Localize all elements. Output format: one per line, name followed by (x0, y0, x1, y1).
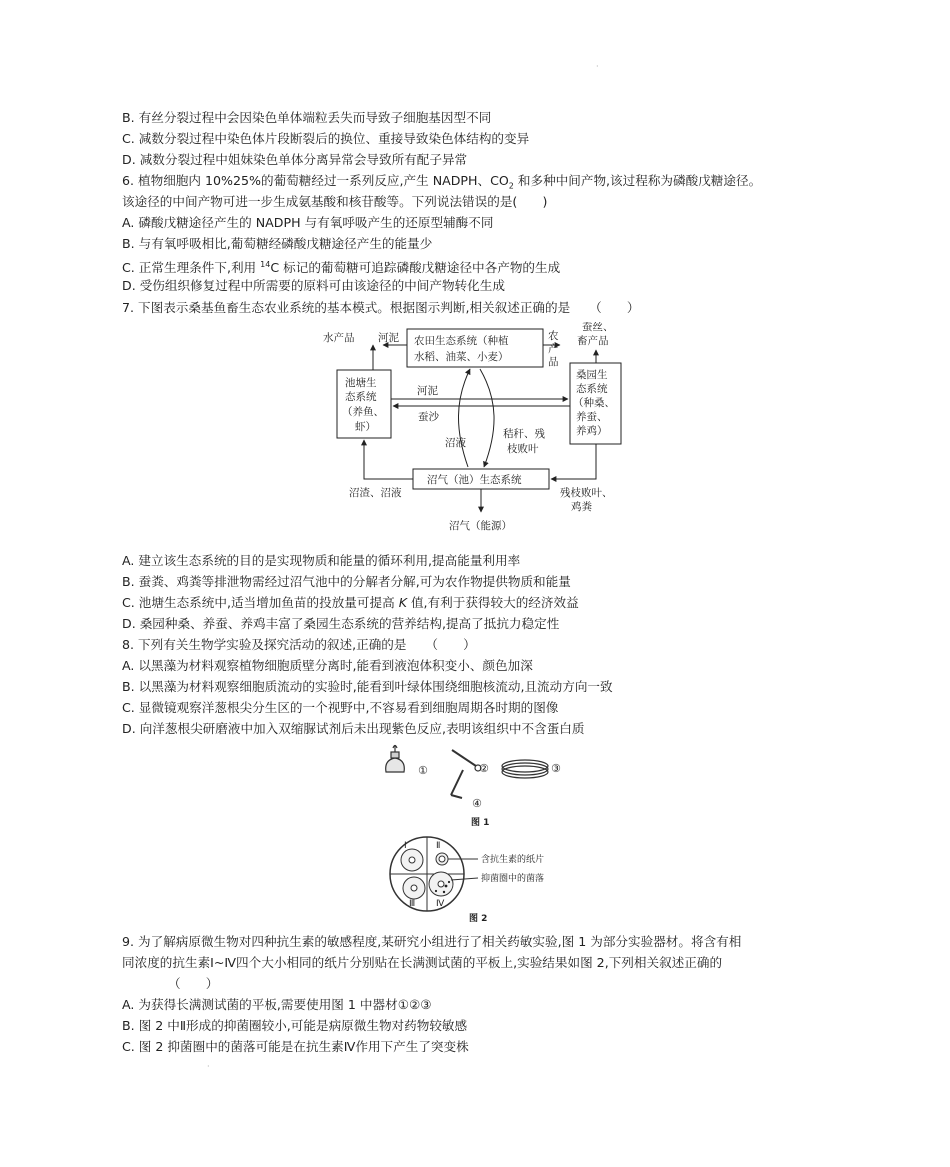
q7-option-b: B. 蚕粪、鸡粪等排泄物需经过沼气池中的分解者分解,可为农作物提供物质和能量 (122, 574, 571, 589)
inoculating-loop-icon (452, 750, 481, 771)
farm-box-line1: 农田生态系统（种植 (414, 335, 509, 347)
mulberry-box-line5: 养鸡） (576, 425, 608, 437)
q6-option-c (122, 257, 842, 276)
arrow-biogas-liquid (458, 369, 470, 467)
fig1-caption: 图 1 (471, 818, 490, 828)
label-biogas-liquid: 沼液 (445, 437, 466, 449)
fig1-label-4: ④ (472, 797, 482, 810)
paper-disc-4 (438, 881, 444, 887)
fig1-label-2: ② (479, 762, 489, 775)
farm-box-line2: 水稻、油菜、小麦） (414, 351, 509, 363)
q9-stem-line2: 同浓度的抗生素Ⅰ~Ⅳ四个大小相同的纸片分别贴在长满测试菌的平板上,实验结果如图 2,下列相关叙述正确的 (122, 955, 723, 970)
label-river-mud-top: 河泥 (378, 332, 399, 344)
ecosystem-diagram (318, 322, 630, 538)
fig2-label-colony: 抑菌圈中的菌落 (481, 874, 545, 884)
q7-option-c (122, 595, 842, 611)
biogas-box-label: 沼气（池）生态系统 (427, 474, 522, 486)
q9-option-a: A. 为获得长满测试菌的平板,需要使用图 1 中器材①②③ (122, 997, 432, 1012)
q7-option-d: D. 桑园种桑、养蚕、养鸡丰富了桑园生态系统的营养结构,提高了抵抗力稳定性 (122, 616, 560, 631)
q6-isotope-superscript: 14 (260, 260, 271, 269)
q7-stem: 7. 下图表示桑基鱼畜生态农业系统的基本模式。根据图示判断,相关叙述正确的是 （ ） (122, 300, 640, 315)
fig2-disc-label-4: Ⅳ (436, 899, 445, 909)
q9-option-b: B. 图 2 中Ⅱ形成的抑菌圈较小,可能是病原微生物对药物较敏感 (122, 1018, 468, 1033)
label-silk-1: 蚕丝、 (582, 322, 614, 333)
q7-option-a: A. 建立该生态系统的目的是实现物质和能量的循环利用,提高能量利用率 (122, 553, 521, 568)
q6-option-b: B. 与有氧呼吸相比,葡萄糖经磷酸戊糖途径产生的能量少 (122, 236, 433, 251)
label-farm-products-1: 农 (548, 330, 559, 342)
q6-option-d: D. 受伤组织修复过程中所需要的原料可由该途径的中间产物转化生成 (122, 278, 505, 293)
pond-box-line3: （养鱼、 (342, 406, 384, 418)
q7-option-c-part2: 值,有利于获得较大的经济效益 (406, 595, 579, 610)
label-river-mud-mid: 河泥 (417, 385, 438, 397)
label-straw-1: 秸秆、残 (503, 428, 545, 440)
fig1-label-3: ③ (551, 762, 561, 775)
fig2-disc-label-3: Ⅲ (409, 899, 416, 909)
fig2-disc-label-1: Ⅰ (404, 841, 407, 851)
q6-option-c-part2: C 标记的葡萄糖可追踪磷酸戊糖途径中各产物的生成 (270, 260, 561, 276)
q9-option-c: C. 图 2 抑菌圈中的菌落可能是在抗生素Ⅳ作用下产生了突变株 (122, 1039, 469, 1054)
label-farm-products-2: 产 (548, 343, 559, 355)
pond-box-line4: 虾） (355, 421, 376, 433)
label-farm-products-3: 品 (548, 356, 559, 368)
q6-co2-subscript: 2 (508, 181, 514, 191)
pond-box-line1: 池塘生 (345, 377, 377, 389)
q6-stem-line2: 该途径的中间产物可进一步生成氨基酸和核苷酸等。下列说法错误的是( ) (122, 194, 548, 209)
q5-option-b: B. 有丝分裂过程中会因染色单体端粒丢失而导致子细胞基因型不同 (122, 110, 492, 125)
q9-stem-line3: （ ） (168, 976, 219, 991)
paper-disc-2 (439, 856, 445, 862)
page-dot-bottom: · (207, 1062, 210, 1071)
page-dot-top: · (596, 62, 599, 71)
label-leaves-1: 残枝败叶、 (560, 487, 613, 499)
label-aquatic-products: 水产品 (323, 332, 355, 344)
petri-dish-icon (502, 760, 548, 778)
label-residue: 沼渣、沼液 (349, 487, 402, 499)
q7-option-c-part1: C. 池塘生态系统中,适当增加鱼苗的投放量可提高 (122, 595, 399, 610)
q8-stem: 8. 下列有关生物学实验及探究活动的叙述,正确的是 （ ） (122, 637, 476, 652)
mulberry-box-line3: （种桑、 (573, 397, 615, 409)
arrow-residue (364, 440, 413, 479)
label-silkworm-sand: 蚕沙 (418, 411, 439, 423)
alcohol-lamp-icon (386, 746, 405, 773)
q5-option-c: C. 减数分裂过程中染色体片段断裂后的换位、重接导致染色体结构的变异 (122, 131, 530, 146)
q9-stem-line1: 9. 为了解病原微生物对四种抗生素的敏感程度,某研究小组进行了相关药敏实验,图 1 为部分实验器材。将含有相 (122, 934, 742, 949)
spreader-icon (451, 770, 463, 798)
q8-option-a: A. 以黑藻为材料观察植物细胞质壁分离时,能看到液泡体积变小、颜色加深 (122, 658, 533, 673)
paper-disc-3 (411, 885, 417, 891)
label-leaves-2: 鸡粪 (571, 501, 592, 513)
mulberry-box-line2: 态系统 (576, 383, 608, 395)
q8-option-c: C. 显微镜观察洋葱根尖分生区的一个视野中,不容易看到细胞周期各时期的图像 (122, 700, 559, 715)
q6-stem-part2: 和多种中间产物,该过程称为磷酸戊糖途径。 (513, 173, 762, 188)
fig2-label-paper: 含抗生素的纸片 (481, 855, 545, 865)
q6-stem-line1 (122, 173, 842, 195)
q6-stem-part1: 6. 植物细胞内 10%25%的葡萄糖经过一系列反应,产生 NADPH、CO (122, 173, 509, 188)
mulberry-box-line4: 养蚕、 (576, 411, 608, 423)
figure-2 (385, 832, 595, 928)
q7-k-symbol: K (398, 595, 407, 610)
label-straw-2: 枝败叶 (507, 443, 539, 455)
q6-option-c-part1: C. 正常生理条件下,利用 (122, 260, 261, 276)
q5-option-d: D. 减数分裂过程中姐妹染色单体分离异常会导致所有配子异常 (122, 152, 468, 167)
q8-option-d: D. 向洋葱根尖研磨液中加入双缩脲试剂后未出现紫色反应,表明该组织中不含蛋白质 (122, 721, 585, 736)
fig1-label-1: ① (418, 764, 428, 777)
label-silk-2: 畜产品 (577, 335, 609, 347)
arrow-straw (480, 369, 494, 467)
q8-option-b: B. 以黑藻为材料观察细胞质流动的实验时,能看到叶绿体围绕细胞核流动,且流动方向一致 (122, 679, 613, 694)
fig2-caption: 图 2 (469, 914, 488, 924)
mulberry-box-line1: 桑园生 (576, 369, 608, 381)
label-biogas-energy: 沼气（能源） (449, 520, 512, 532)
arrow-leaves-manure (551, 444, 596, 479)
q6-option-a: A. 磷酸戊糖途径产生的 NADPH 与有氧呼吸产生的还原型辅酶不同 (122, 215, 494, 230)
fig2-disc-label-2: Ⅱ (436, 841, 441, 851)
figure-1 (375, 742, 575, 832)
pond-box-line2: 态系统 (345, 391, 377, 403)
paper-disc-1 (409, 857, 415, 863)
